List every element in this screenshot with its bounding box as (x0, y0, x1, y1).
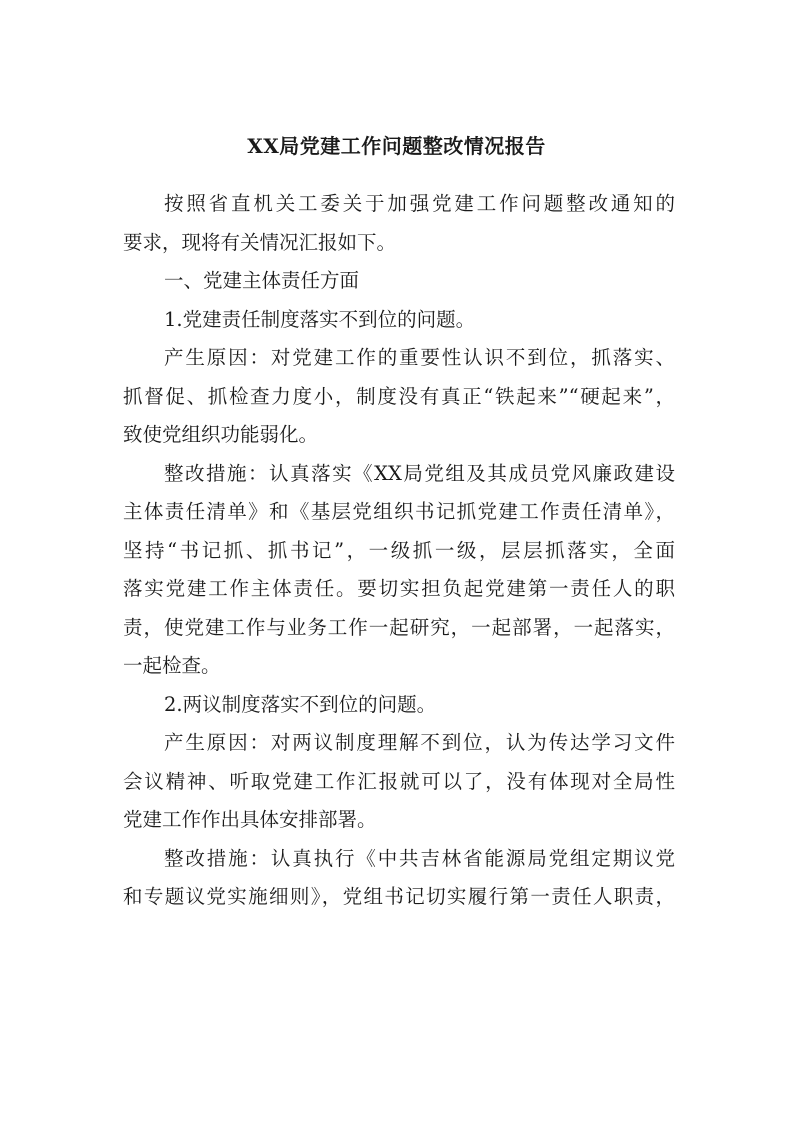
document-body (123, 185, 675, 917)
text-line: 产生原因：对党建工作的重要性认识不到位，抓落实、 (164, 346, 675, 369)
text-line: 2.两议制度落实不到位的问题。 (164, 692, 437, 716)
text-line: 产生原因：对两议制度理解不到位，认为传达学习文件 (164, 731, 675, 754)
text-line: 一起检查。 (123, 654, 221, 677)
text-line: 和专题议党实施细则》，党组书记切实履行第一责任人职责， (123, 885, 675, 908)
text-line: 致使党组织功能弱化。 (123, 423, 319, 446)
text-line: 1.党建责任制度落实不到位的问题。 (164, 307, 476, 331)
text-line: 党建工作作出具体安排部署。 (123, 808, 377, 831)
text-line: 抓督促、抓检查力度小，制度没有真正“铁起来”“硬起来”， (123, 384, 675, 408)
text-line: 坚持“书记抓、抓书记”，一级抓一级，层层抓落实，全面 (123, 538, 675, 562)
text-line: 会议精神、听取党建工作汇报就可以了，没有体现对全局性 (123, 769, 675, 793)
text-line: 责，使党建工作与业务工作一起研究，一起部署，一起落实， (123, 615, 675, 639)
document-title: XX局党建工作问题整改情况报告 (247, 134, 546, 158)
text-line: 按照省直机关工委关于加强党建工作问题整改通知的 (164, 192, 675, 215)
text-line: 主体责任清单》和《基层党组织书记抓党建工作责任清单》， (123, 500, 675, 523)
text-line: 落实党建工作主体责任。要切实担负起党建第一责任人的职 (123, 577, 675, 600)
text-line: 整改措施：认真执行《中共吉林省能源局党组定期议党 (164, 846, 675, 870)
text-line: 一、党建主体责任方面 (164, 269, 360, 292)
text-line: 要求，现将有关情况汇报如下。 (123, 230, 397, 254)
text-line: 整改措施：认真落实《XX局党组及其成员党风廉政建设 (164, 461, 675, 485)
